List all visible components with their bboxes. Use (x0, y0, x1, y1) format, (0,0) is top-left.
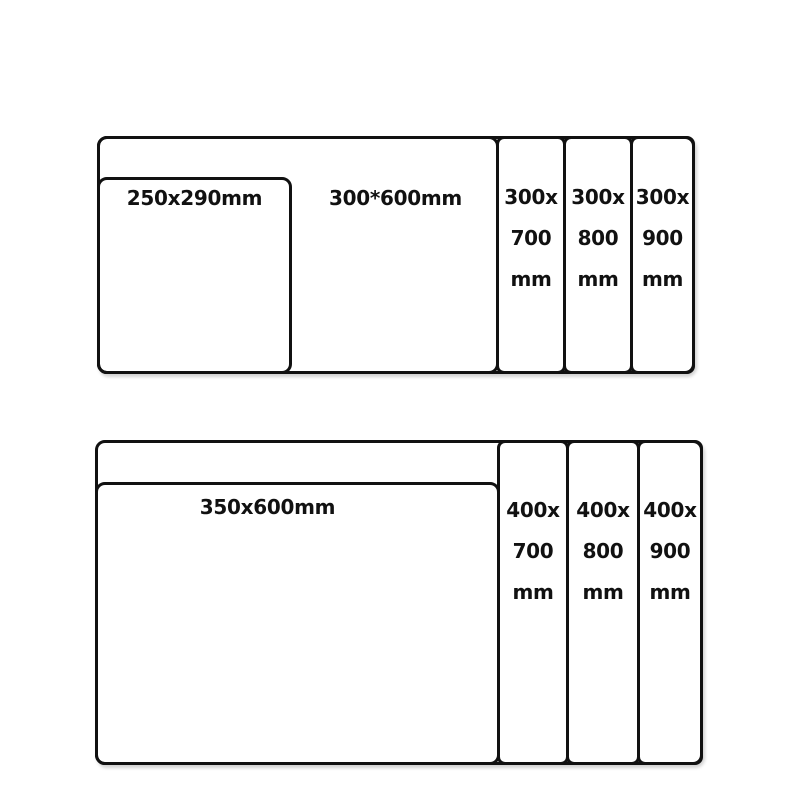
label-400x700 (497, 490, 569, 613)
label-line: 900 (649, 539, 691, 563)
label-line: 400x (506, 498, 560, 522)
label-line: 300x (504, 185, 558, 209)
label-line: 800 (577, 226, 619, 250)
label-400x800 (566, 490, 640, 613)
label-350x600: 350x600mm (199, 495, 336, 519)
label-line: mm (577, 267, 619, 291)
label-300x800 (563, 177, 633, 300)
rect-350x600-outline (95, 482, 500, 765)
label-line: mm (649, 580, 691, 604)
label-line: 300x (635, 185, 690, 209)
label-line: 900 (642, 226, 683, 250)
label-400x900 (637, 490, 703, 613)
label-line: 800 (582, 539, 624, 563)
label-line: mm (641, 267, 684, 291)
label-300x700 (496, 177, 566, 300)
label-line: 300x (571, 185, 625, 209)
label-line: 400x (643, 498, 697, 522)
label-line: 700 (512, 539, 554, 563)
label-line: mm (512, 580, 554, 604)
label-line: 700 (510, 226, 552, 250)
label-250x290: 250x290mm (126, 186, 263, 210)
label-300x600: 300*600mm (329, 186, 462, 210)
label-300x900 (630, 177, 695, 300)
label-line: mm (582, 580, 624, 604)
label-line: mm (510, 267, 552, 291)
label-line: 400x (576, 498, 630, 522)
